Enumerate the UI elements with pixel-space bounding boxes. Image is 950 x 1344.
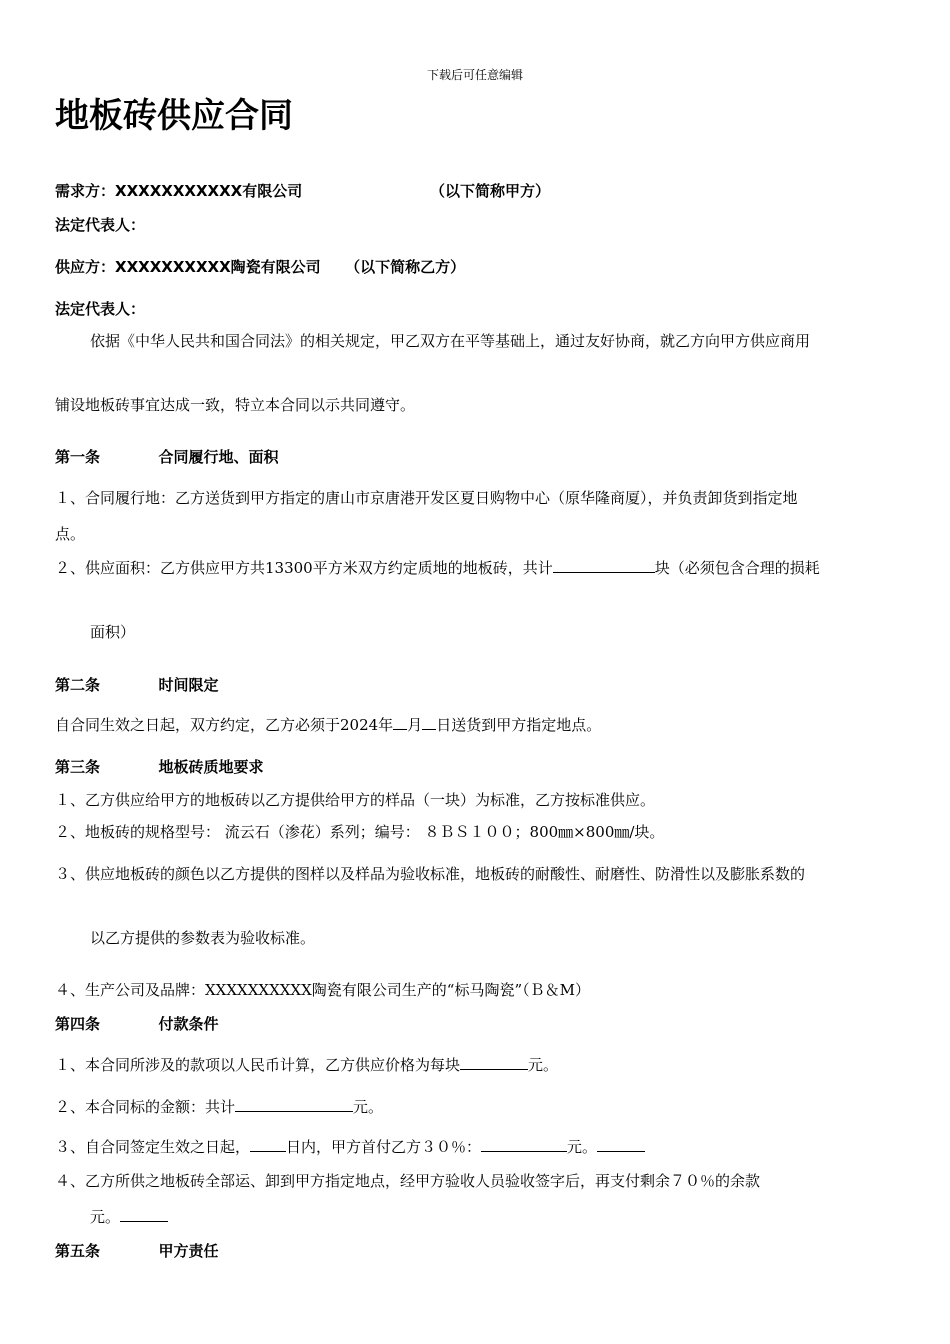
article-4-item-4-line-1: ４、乙方所供之地板砖全部运、卸到甲方指定地点，经甲方验收人员验收签字后，再支付剩余７０％的余款 <box>55 1172 761 1190</box>
header-note: 下载后可任意编辑 <box>426 68 523 82</box>
article-2-text-c: 日送货到甲方指定地点。 <box>436 716 602 734</box>
unit-price-blank <box>460 1055 528 1070</box>
block-count-blank <box>553 558 655 573</box>
demand-representative: 法定代表人： <box>55 216 146 234</box>
day-blank <box>422 715 436 730</box>
article-2-title: 时间限定 <box>158 676 219 694</box>
total-amount-blank <box>235 1097 353 1112</box>
article-4-heading <box>55 1013 219 1034</box>
article-4-item-1-text-a: １、本合同所涉及的款项以人民币计算，乙方供应价格为每块 <box>55 1056 461 1074</box>
article-5-title: 甲方责任 <box>158 1242 219 1260</box>
article-1-title: 合同履行地、面积 <box>158 448 279 466</box>
supply-party-label: 供应方：XXXXXXXXXX陶瓷有限公司 <box>55 258 321 276</box>
article-4-item-4-line-2 <box>90 1206 168 1227</box>
article-1-item-2-text-a: ２、供应面积：乙方供应甲方共13300平方米双方约定质地的地板砖，共计 <box>55 559 553 577</box>
article-3-item-1: １、乙方供应给甲方的地板砖以乙方提供给甲方的样品（一块）为标准，乙方按标准供应。 <box>55 791 656 809</box>
article-4-item-3-text-c: 元。 <box>567 1138 598 1156</box>
article-3-item-4: ４、生产公司及品牌：XXXXXXXXXX陶瓷有限公司生产的“标马陶瓷”（Ｂ＆M） <box>55 981 590 999</box>
article-4-item-1-text-b: 元。 <box>528 1056 559 1074</box>
days-blank <box>250 1137 286 1152</box>
article-4-item-3-text-a: ３、自合同签定生效之日起， <box>55 1138 251 1156</box>
article-2-text-b: 月 <box>407 716 423 734</box>
intro-line-1: 依据《中华人民共和国合同法》的相关规定，甲乙双方在平等基础上，通过友好协商，就乙方向甲方供应商用 <box>90 332 811 350</box>
article-4-item-4-text: 元。 <box>90 1208 121 1226</box>
demand-party-alias: （以下简称甲方） <box>430 182 551 200</box>
article-1-item-2-text-b: 块（必须包含合理的损耗 <box>654 559 820 577</box>
article-2-number: 第二条 <box>55 676 101 694</box>
article-4-title: 付款条件 <box>158 1015 219 1033</box>
article-3-heading <box>55 756 264 777</box>
article-5-number: 第五条 <box>55 1242 101 1260</box>
article-2-heading <box>55 674 219 695</box>
article-3-title: 地板砖质地要求 <box>158 758 264 776</box>
article-4-item-2 <box>55 1096 383 1117</box>
document-title: 地板砖供应合同 <box>55 96 293 136</box>
intro-line-2: 铺设地板砖事宜达成一致，特立本合同以示共同遵守。 <box>55 396 416 414</box>
article-4-number: 第四条 <box>55 1015 101 1033</box>
article-3-item-2: ２、地板砖的规格型号： 流云石（渗花）系列；编号： ８ＢＳ１００；800㎜×800㎜/块。 <box>55 823 665 841</box>
article-1-item-2-line-1 <box>55 557 820 578</box>
article-4-item-2-text-a: ２、本合同标的金额：共计 <box>55 1098 236 1116</box>
supply-party <box>55 256 465 277</box>
month-blank <box>393 715 407 730</box>
trailing-blank-2 <box>120 1207 168 1222</box>
article-4-item-3-text-b: 日内，甲方首付乙方３０％： <box>286 1138 482 1156</box>
article-1-item-1-line-1: １、合同履行地：乙方送货到甲方指定的唐山市京唐港开发区夏日购物中心（原华隆商厦），并负责卸货到指定地 <box>55 489 798 507</box>
article-4-item-2-text-b: 元。 <box>353 1098 384 1116</box>
supply-representative: 法定代表人： <box>55 300 146 318</box>
article-3-item-3-line-1: ３、供应地板砖的颜色以乙方提供的图样以及样品为验收标准，地板砖的耐酸性、耐磨性、防滑性以及膨胀系数的 <box>55 865 806 883</box>
trailing-blank-1 <box>597 1137 645 1152</box>
supply-party-alias: （以下简称乙方） <box>345 258 466 276</box>
article-4-item-3 <box>55 1136 645 1157</box>
article-5-heading <box>55 1240 219 1261</box>
article-1-item-1-line-2: 点。 <box>55 525 86 543</box>
article-4-item-1 <box>55 1054 558 1075</box>
article-2-text <box>55 714 601 735</box>
article-1-item-2-line-2: 面积） <box>90 623 136 641</box>
article-1-number: 第一条 <box>55 448 101 466</box>
article-3-number: 第三条 <box>55 758 101 776</box>
article-2-text-a: 自合同生效之日起，双方约定，乙方必须于2024年 <box>55 716 394 734</box>
demand-party: 需求方：XXXXXXXXXXX有限公司 <box>55 182 303 200</box>
article-3-item-3-line-2: 以乙方提供的参数表为验收标准。 <box>90 929 316 947</box>
article-1-heading <box>55 446 279 467</box>
first-payment-blank <box>481 1137 567 1152</box>
